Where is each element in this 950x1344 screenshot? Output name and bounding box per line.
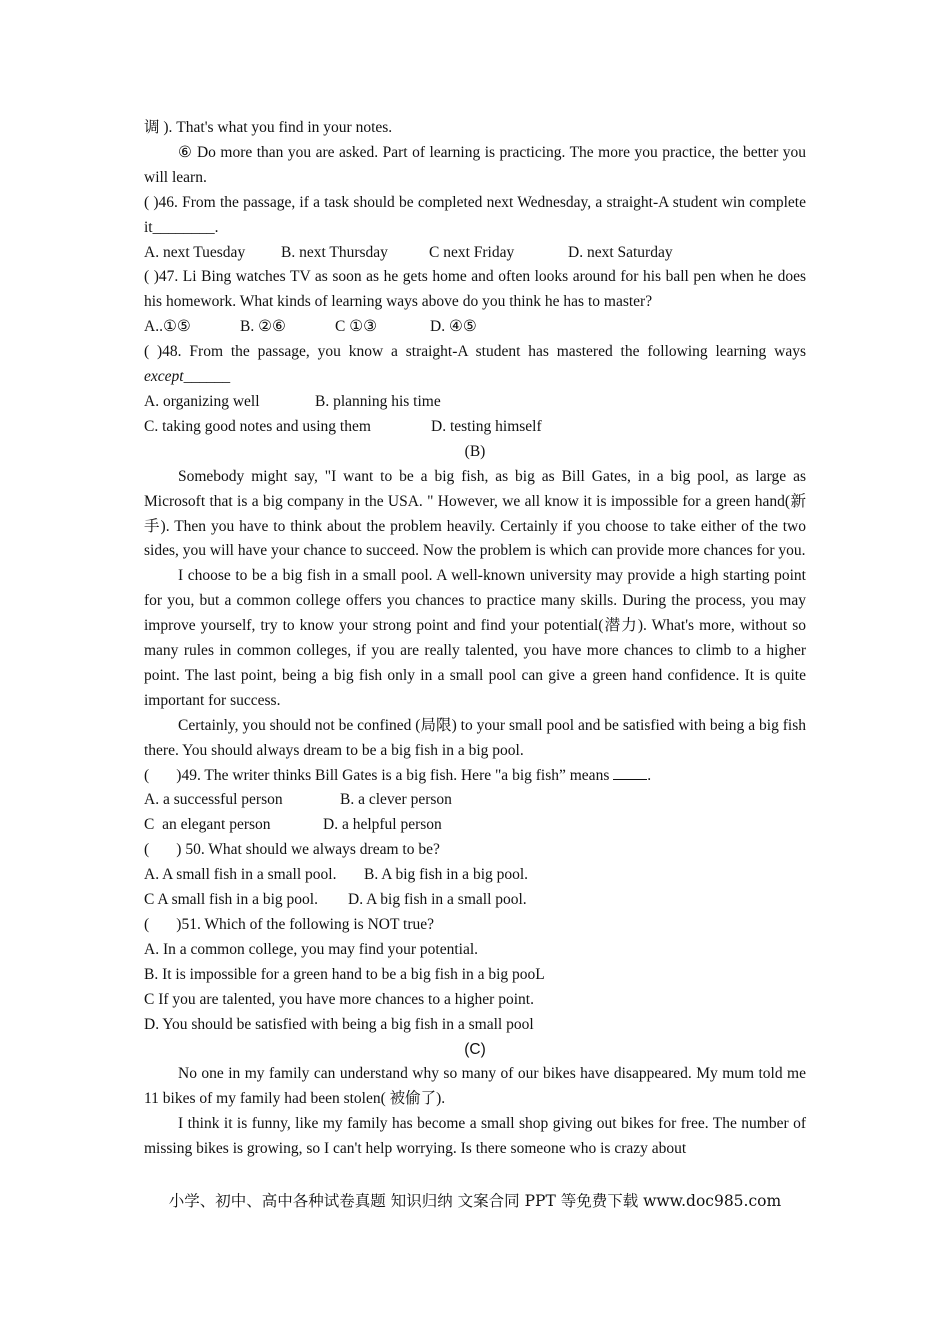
question-47-options bbox=[144, 315, 806, 340]
question-47-stem: ( )47. Li Bing watches TV as soon as he gets home and often looks around for his ball pen when he does his homework. What kinds of learning ways above do you think he has to master? bbox=[144, 268, 806, 311]
passage-b-paragraph-2: I choose to be a big fish in a small pool. A well-known university may provide a high starting point for you, but a common college offers you chances to practice many skills. During the process, you may improve yourself, try to know your strong point and find your potential(潜力). What's more, without so many rules in common colleges, if you are really talented, you have more chances to climb to a higher point. The last point, being a big fish only in a small pool can give a green hand confidence. It is quite important for success. bbox=[144, 567, 806, 709]
question-48-except: except bbox=[144, 368, 184, 386]
question-46-option-d: D. next Saturday bbox=[568, 243, 673, 261]
question-48-option-a: A. organizing well bbox=[144, 392, 260, 410]
question-49-option-a: A. a successful person bbox=[144, 791, 283, 809]
question-51-option-a: A. In a common college, you may find your potential. bbox=[144, 940, 479, 958]
question-49-option-c: C an elegant person bbox=[144, 816, 271, 834]
question-50-option-c: C A small fish in a big pool. bbox=[144, 891, 318, 909]
passage-b-paragraph-3: Certainly, you should not be confined (局限) to your small pool and be satisfied with being a big fish there. You should always dream to be a big fish in a big pool. bbox=[144, 716, 806, 759]
question-50-option-b: B. A big fish in a big pool. bbox=[364, 866, 529, 884]
question-47-option-c: C ①③ bbox=[335, 318, 378, 336]
question-47-option-a: A..①⑤ bbox=[144, 318, 191, 336]
question-50-stem: ( ) 50. What should we always dream to be? bbox=[144, 841, 440, 859]
question-48-option-c: C. taking good notes and using them bbox=[144, 417, 371, 435]
question-48-options-ab bbox=[144, 390, 806, 415]
passage-b-paragraph-1: Somebody might say, "I want to be a big fish, as big as Bill Gates, in a big pool, as large as Microsoft that is a big company in the USA. " However, we all know it is impossible for a green hand(新手). Then you have to think about the problem heavily. Certainly if you choose to take either of the two sides, you will have your chance to succeed. Now the problem is which can provide more chances for you. bbox=[144, 467, 806, 560]
learning-tip-6: ⑥ Do more than you are asked. Part of learning is practicing. The more you practice, the better you will learn. bbox=[144, 143, 806, 186]
passage-a-tail: 调 ). That's what you find in your notes. bbox=[144, 119, 393, 136]
question-46-option-b: B. next Thursday bbox=[281, 243, 388, 261]
exam-page bbox=[144, 116, 806, 1162]
question-50-options-cd bbox=[144, 888, 806, 913]
question-49-stem-end: . bbox=[647, 766, 652, 784]
question-46-stem: ( )46. From the passage, if a task should be completed next Wednesday, a straight-A student win complete it________. bbox=[144, 193, 806, 236]
question-49-options-cd bbox=[144, 813, 806, 838]
question-51-option-b: B. It is impossible for a green hand to be a big fish in a big pooL bbox=[144, 965, 545, 983]
question-51-option-d: D. You should be satisfied with being a big fish in a small pool bbox=[144, 1015, 534, 1033]
question-48-option-b: B. planning his time bbox=[315, 392, 441, 410]
passage-c-paragraph-1: No one in my family can understand why so many of our bikes have disappeared. My mum told me 11 bikes of my family had been stolen( 被偷了). bbox=[144, 1065, 806, 1108]
question-48-option-d: D. testing himself bbox=[431, 417, 542, 435]
question-48-stem-text: ( )48. From the passage, you know a straight-A student has mastered the following learning ways bbox=[144, 343, 806, 361]
question-48-options-cd bbox=[144, 415, 806, 440]
question-46-option-a: A. next Tuesday bbox=[144, 243, 246, 261]
section-c-heading: (C) bbox=[464, 1040, 486, 1058]
question-47-option-d: D. ④⑤ bbox=[430, 318, 477, 336]
question-48-stem bbox=[144, 340, 806, 390]
question-49-option-b: B. a clever person bbox=[340, 791, 452, 809]
footer-promo-text: 小学、初中、高中各种试卷真题 知识归纳 文案合同 PPT 等免费下载 www.doc985.com bbox=[168, 1192, 782, 1210]
question-48-blank: ______ bbox=[183, 368, 231, 386]
question-50-option-a: A. A small fish in a small pool. bbox=[144, 866, 337, 884]
question-49-stem bbox=[144, 764, 806, 789]
question-50-option-d: D. A big fish in a small pool. bbox=[348, 891, 527, 909]
question-49-options-ab bbox=[144, 788, 806, 813]
question-51-option-c: C If you are talented, you have more chances to a higher point. bbox=[144, 990, 534, 1008]
passage-c-paragraph-2: I think it is funny, like my family has become a small shop giving out bikes for free. The number of missing bikes is growing, so I can't help worrying. Is there someone who is crazy about bbox=[144, 1115, 806, 1158]
question-46-option-c: C next Friday bbox=[429, 243, 515, 261]
question-47-option-b: B. ②⑥ bbox=[240, 318, 286, 336]
question-46-options bbox=[144, 241, 806, 266]
question-49-stem-text: ( )49. The writer thinks Bill Gates is a big fish. Here "a big fish” means bbox=[144, 766, 614, 784]
question-49-option-d: D. a helpful person bbox=[323, 816, 442, 834]
question-49-blank bbox=[613, 765, 647, 780]
section-b-heading: (B) bbox=[464, 442, 486, 460]
question-50-options-ab bbox=[144, 863, 806, 888]
question-51-stem: ( )51. Which of the following is NOT true? bbox=[144, 916, 434, 933]
